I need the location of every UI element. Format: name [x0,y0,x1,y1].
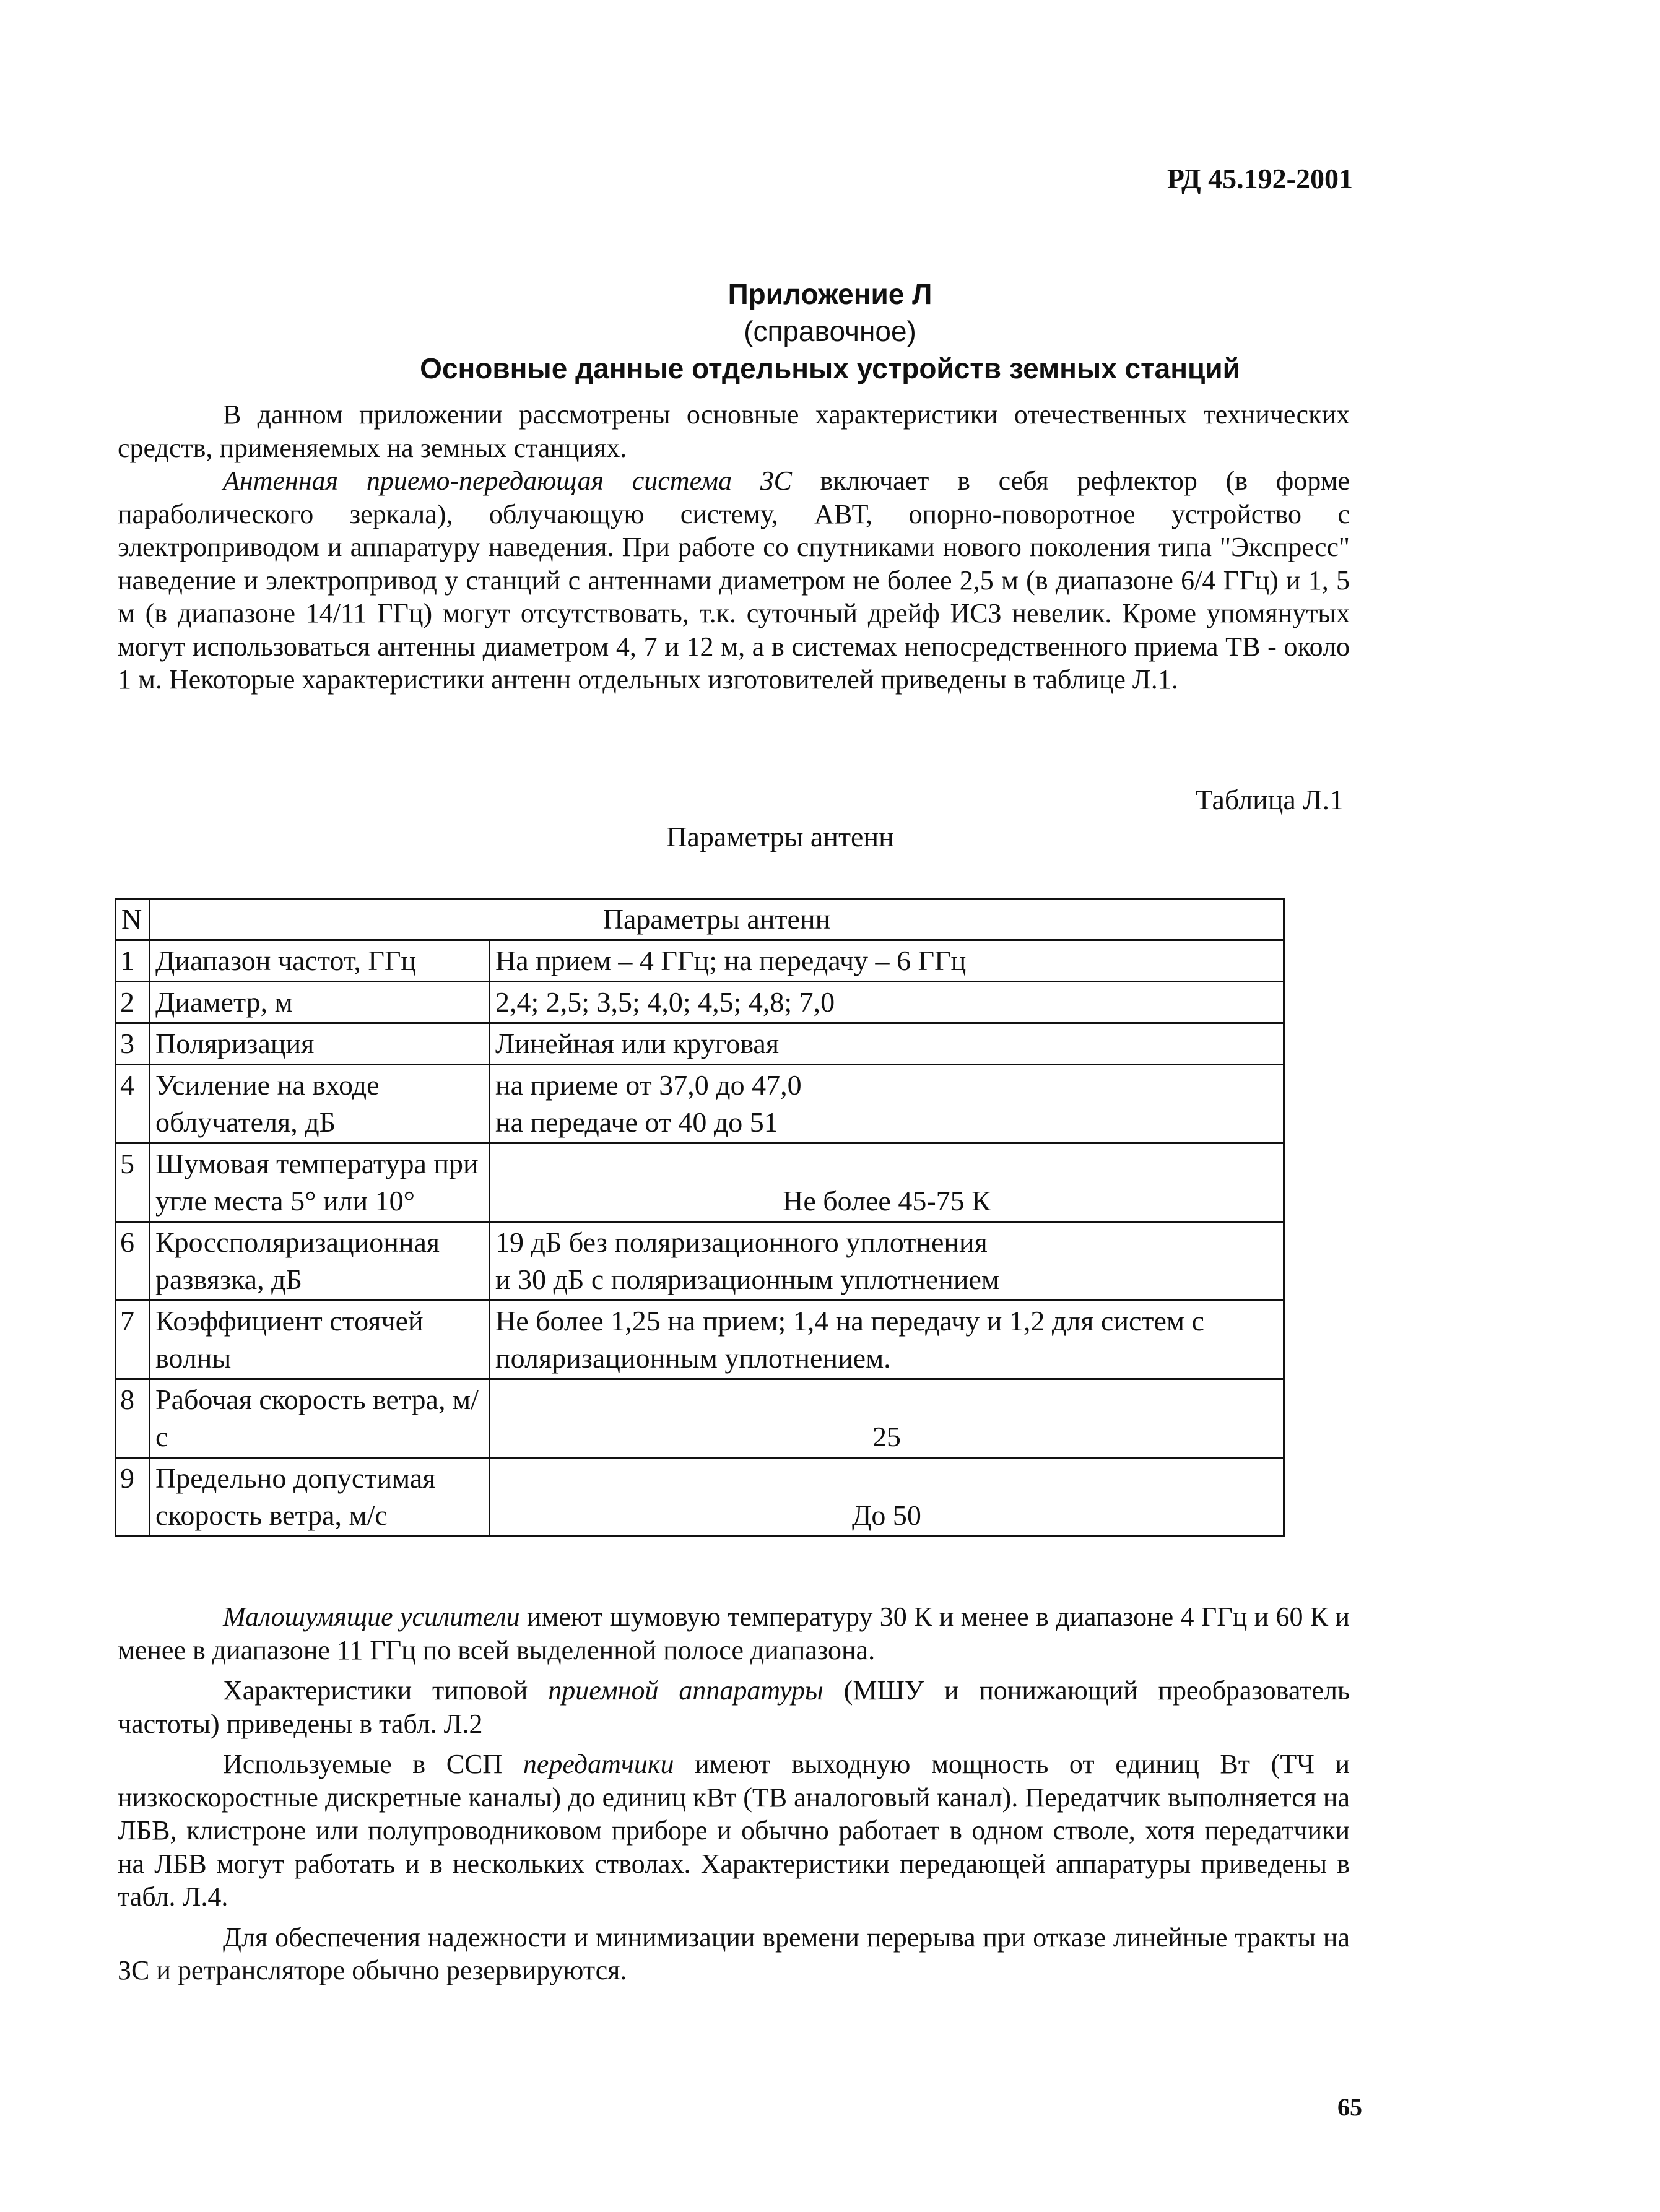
header-num: N [116,899,150,940]
header-title: Параметры антенн [150,899,1284,940]
emphasis-antenna-system: Антенная приемо-передающая система ЗС [223,466,792,496]
table-row [116,1222,1284,1301]
page-number: 65 [1337,2093,1362,2121]
intro-paragraph-2 [118,464,1350,696]
intro-paragraph-1: В данном приложении рассмотрены основные характеристики отечественных технических средств, применяемых на земных станциях. [118,399,1350,463]
emphasis-lna: Малошумящие усилители [223,1602,520,1632]
parameter-name: Рабочая скорость ветра, м/с [150,1379,490,1458]
after-paragraph-4: Для обеспечения надежности и минимизации времени перерыва при отказе линейные тракты на ЗС и ретрансляторе обычно резервируются. [118,1922,1350,1985]
parameter-value: 2,4; 2,5; 3,5; 4,0; 4,5; 4,8; 7,0 [490,982,1284,1023]
after-paragraph-3-pre: Используемые в ССП [223,1749,523,1779]
table-row [116,1379,1284,1458]
emphasis-transmitters: передатчики [523,1749,674,1779]
after-paragraph-2 [118,1674,1350,1740]
parameter-name: Диаметр, м [150,982,490,1023]
table-row [116,982,1284,1023]
table-row [116,940,1284,982]
parameter-name: Коэффициент стоячей волны [150,1301,490,1379]
table-row [116,1458,1284,1537]
intro-section [118,398,1350,696]
row-number: 1 [116,940,150,982]
appendix-title: Приложение Л [728,278,932,310]
table-row [116,1143,1284,1222]
appendix-heading: Основные данные отдельных устройств земных станций [420,352,1240,384]
parameter-name: Диапазон частот, ГГц [150,940,490,982]
after-paragraph-3 [118,1748,1350,1914]
table-header-row [116,899,1284,940]
row-number: 3 [116,1023,150,1065]
row-number: 5 [116,1143,150,1222]
after-paragraph-2-text: (МШУ и понижающий преобразователь частоты) приведены в табл. Л.2 [118,1675,1350,1739]
parameter-name: Усиление на входе облучателя, дБ [150,1065,490,1143]
parameter-value: На прием – 4 ГГц; на передачу – 6 ГГц [490,940,1284,982]
after-paragraph-3-text: имеют выходную мощность от единиц Вт (ТЧ и низкоскоростные дискретные каналы) до единиц кВт (ТВ аналоговый канал). Передатчик выполняется на ЛБВ, клистроне или полупроводниковом приборе и обычно работает в одном стволе, хотя передатчики на ЛБВ могут работать и в нескольких стволах. Характеристики передающей аппаратуры приведены в табл. Л.4. [118,1749,1350,1912]
intro-paragraph-2-text: включает в себя рефлектор (в форме параболического зеркала), облучающую систему, АВТ, опорно-поворотное устройство с электроприводом и аппаратуру наведения. При работе со спутниками нового поколения типа "Экспресс" наведение и электропривод у станций с антеннами диаметром не более 2,5 м (в диапазоне 6/4 ГГц) и 1, 5 м (в диапазоне 14/11 ГГц) могут отсутствовать, т.к. суточный дрейф ИСЗ невелик. Кроме упомянутых могут использоваться антенны диаметром 4, 7 и 12 м, а в системах непосредственного приема ТВ - около 1 м. Некоторые характеристики антенн отдельных изготовителей приведены в таблице Л.1. [118,466,1350,695]
row-number: 4 [116,1065,150,1143]
parameter-value: До 50 [490,1458,1284,1537]
parameter-value: 19 дБ без поляризационного уплотнения и 30 дБ с поляризационным уплотнением [490,1222,1284,1301]
table-row [116,1301,1284,1379]
after-paragraph-1-text: имеют шумовую температуру 30 К и менее в диапазоне 4 ГГц и 60 К и менее в диапазоне 11 ГГц по всей выделенной полосе диапазона. [118,1602,1350,1665]
after-table-section [118,1600,1350,1995]
appendix-kind: (справочное) [744,315,916,347]
row-number: 9 [116,1458,150,1537]
table-row [116,1065,1284,1143]
emphasis-receiving-equipment: приемной аппаратуры [548,1675,823,1706]
parameter-name: Предельно допустимая скорость ветра, м/с [150,1458,490,1537]
table-body [116,940,1284,1537]
row-number: 8 [116,1379,150,1458]
document-code: РД 45.192-2001 [1167,163,1353,194]
parameter-name: Кроссполяризационная развязка, дБ [150,1222,490,1301]
antenna-parameters-table [115,898,1285,1537]
parameter-value: на приеме от 37,0 до 47,0 на передаче от 40 до 51 [490,1065,1284,1143]
table-label: Таблица Л.1 [1195,784,1344,815]
row-number: 2 [116,982,150,1023]
after-paragraph-1 [118,1600,1350,1667]
parameter-value: Не более 45-75 К [490,1143,1284,1222]
parameter-value: 25 [490,1379,1284,1458]
parameter-value: Линейная или круговая [490,1023,1284,1065]
table-row [116,1023,1284,1065]
after-paragraph-2-pre: Характеристики типовой [223,1675,549,1706]
parameter-name: Шумовая температура при угле места 5° или 10° [150,1143,490,1222]
parameter-value: Не более 1,25 на прием; 1,4 на передачу и 1,2 для систем с поляризационным уплотнением. [490,1301,1284,1379]
parameter-name: Поляризация [150,1023,490,1065]
table-caption: Параметры антенн [666,821,894,852]
row-number: 7 [116,1301,150,1379]
row-number: 6 [116,1222,150,1301]
